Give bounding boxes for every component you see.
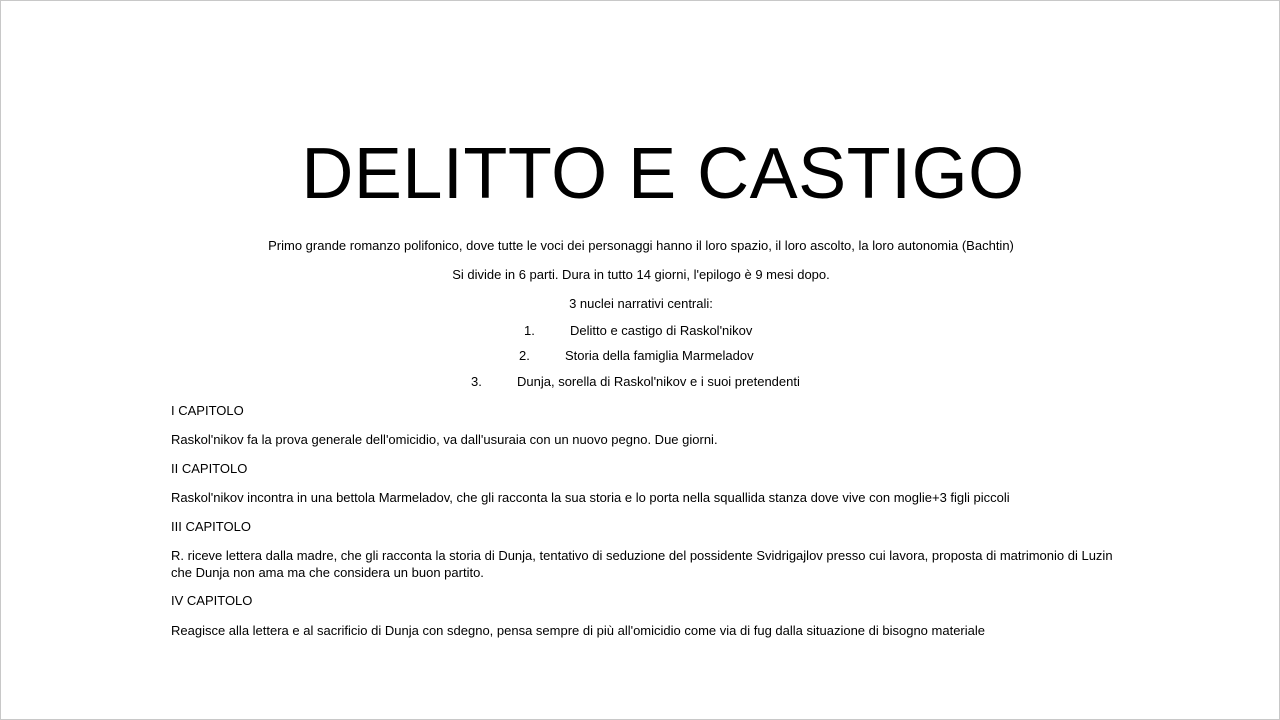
chapter-summary: Raskol'nikov fa la prova generale dell'omicidio, va dall'usuraia con un nuovo pegno. Due giorni. (171, 432, 718, 447)
intro-polifonico: Primo grande romanzo polifonico, dove tutte le voci dei personaggi hanno il loro spazio, il loro ascolto, la loro autonomia (Bachtin) (268, 238, 1014, 253)
list-item (524, 322, 752, 339)
slide-title: DELITTO E CASTIGO (301, 134, 1025, 214)
chapter-summary: R. riceve lettera dalla madre, che gli racconta la storia di Dunja, tentativo di seduzione del possidente Svidrigajlov presso cui lavora, proposta di matrimonio di Luzin che Dunja non ama ma che considera un buon partito. (171, 548, 1113, 580)
list-number: 1. (524, 323, 535, 338)
chapter-summary: Raskol'nikov incontra in una bettola Marmeladov, che gli racconta la sua storia e lo porta nella squallida stanza dove vive con moglie+3 figli piccoli (171, 490, 1010, 505)
list-number: 3. (471, 374, 482, 389)
chapter-heading: III CAPITOLO (171, 519, 251, 534)
intro-parti: Si divide in 6 parti. Dura in tutto 14 giorni, l'epilogo è 9 mesi dopo. (452, 267, 830, 282)
list-item (519, 347, 754, 364)
list-text: Dunja, sorella di Raskol'nikov e i suoi pretendenti (517, 374, 800, 389)
list-number: 2. (519, 348, 530, 363)
list-text: Storia della famiglia Marmeladov (565, 348, 754, 363)
chapter-heading: IV CAPITOLO (171, 593, 253, 608)
list-text: Delitto e castigo di Raskol'nikov (570, 323, 753, 338)
list-item (471, 373, 800, 390)
chapter-heading: I CAPITOLO (171, 403, 244, 418)
intro-nuclei-heading: 3 nuclei narrativi centrali: (569, 296, 713, 311)
chapter-heading: II CAPITOLO (171, 461, 248, 476)
chapter-summary: Reagisce alla lettera e al sacrificio di Dunja con sdegno, pensa sempre di più all'omicidio come via di fug dalla situazione di bisogno materiale (171, 623, 985, 638)
